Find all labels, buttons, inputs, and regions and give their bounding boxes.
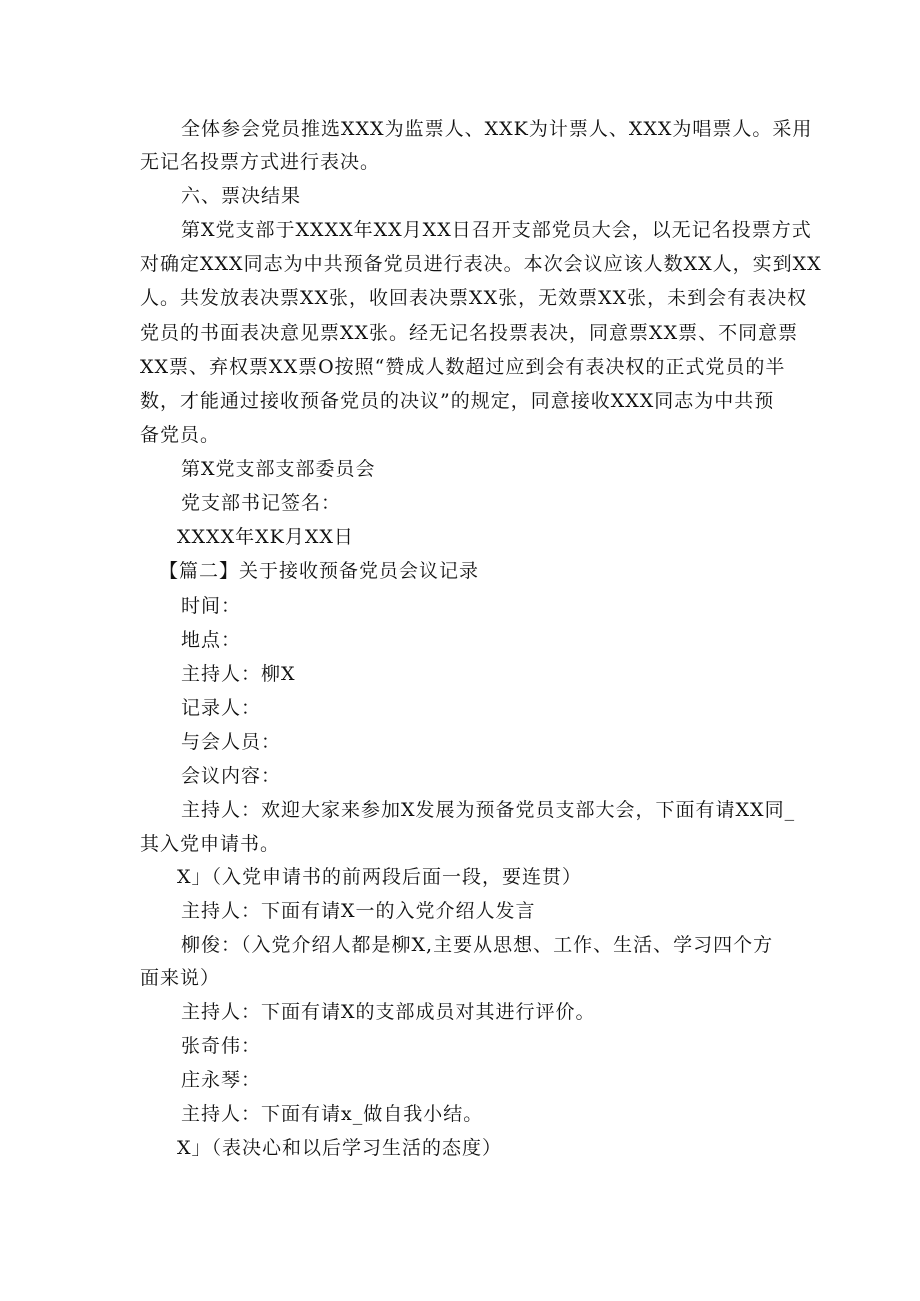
text-line: 柳俊：（入党介绍人都是柳X,主要从思想、工作、生活、学习四个方	[181, 934, 774, 956]
text-line: 与会人员：	[181, 731, 282, 753]
text-line: 庄永琴：	[181, 1069, 262, 1091]
signature-label: 党支部书记签名：	[181, 492, 342, 514]
text-line: X」（表决心和以后学习生活的态度）	[177, 1137, 503, 1159]
text-line: 主持人：下面有请x_做自我小结。	[181, 1103, 484, 1125]
text-line: 主持人：欢迎大家来参加X发展为预备党员支部大会，下面有请XX同_	[181, 799, 796, 821]
article-title: 【篇二】关于接收预备党员会议记录	[159, 560, 480, 582]
text-line: XX票、弃权票XX票O按照“赞成人数超过应到会有表决权的正式党员的半	[140, 356, 786, 378]
text-line: 记录人：	[181, 697, 262, 719]
text-line: 主持人：下面有请X的支部成员对其进行评价。	[181, 1001, 596, 1023]
signature-org: 第X党支部支部委员会	[181, 458, 376, 480]
text-line: 其入党申请书。	[140, 833, 281, 855]
text-line: 全体参会党员推选XXX为监票人、XXK为计票人、XXX为唱票人。采用	[181, 118, 813, 140]
text-line: 面来说）	[140, 967, 221, 989]
text-line: X」（入党申请书的前两段后面一段，要连贯）	[177, 866, 583, 888]
text-line: 地点：	[181, 629, 242, 651]
text-line: 人。共发放表决票XX张，收回表决票XX张，无效票XX张，未到会有表决权	[140, 287, 808, 309]
text-line: 主持人：下面有请X一的入党介绍人发言	[181, 900, 536, 922]
text-line: 数，才能通过接收预备党员的决议”的规定，同意接收XXX同志为中共预	[140, 390, 775, 412]
section-heading: 六、票决结果	[181, 185, 302, 207]
text-line: 主持人：柳X	[181, 663, 296, 685]
text-line: 备党员。	[140, 424, 221, 446]
text-line: 张奇伟：	[181, 1035, 262, 1057]
text-line: 第X党支部于XXXX年XX月XX日召开支部党员大会，以无记名投票方式	[181, 219, 812, 241]
text-line: 会议内容：	[181, 765, 282, 787]
text-line: 无记名投票方式进行表决。	[140, 151, 381, 173]
text-line: 党员的书面表决意见票XX张。经无记名投票表决，同意票XX票、不同意票	[140, 322, 799, 344]
signature-date: XXXX年XK月XX日	[177, 526, 354, 548]
text-line: 时间：	[181, 595, 242, 617]
text-line: 对确定XXX同志为中共预备党员进行表决。本次会议应该人数XX人，实到XX	[140, 253, 822, 275]
